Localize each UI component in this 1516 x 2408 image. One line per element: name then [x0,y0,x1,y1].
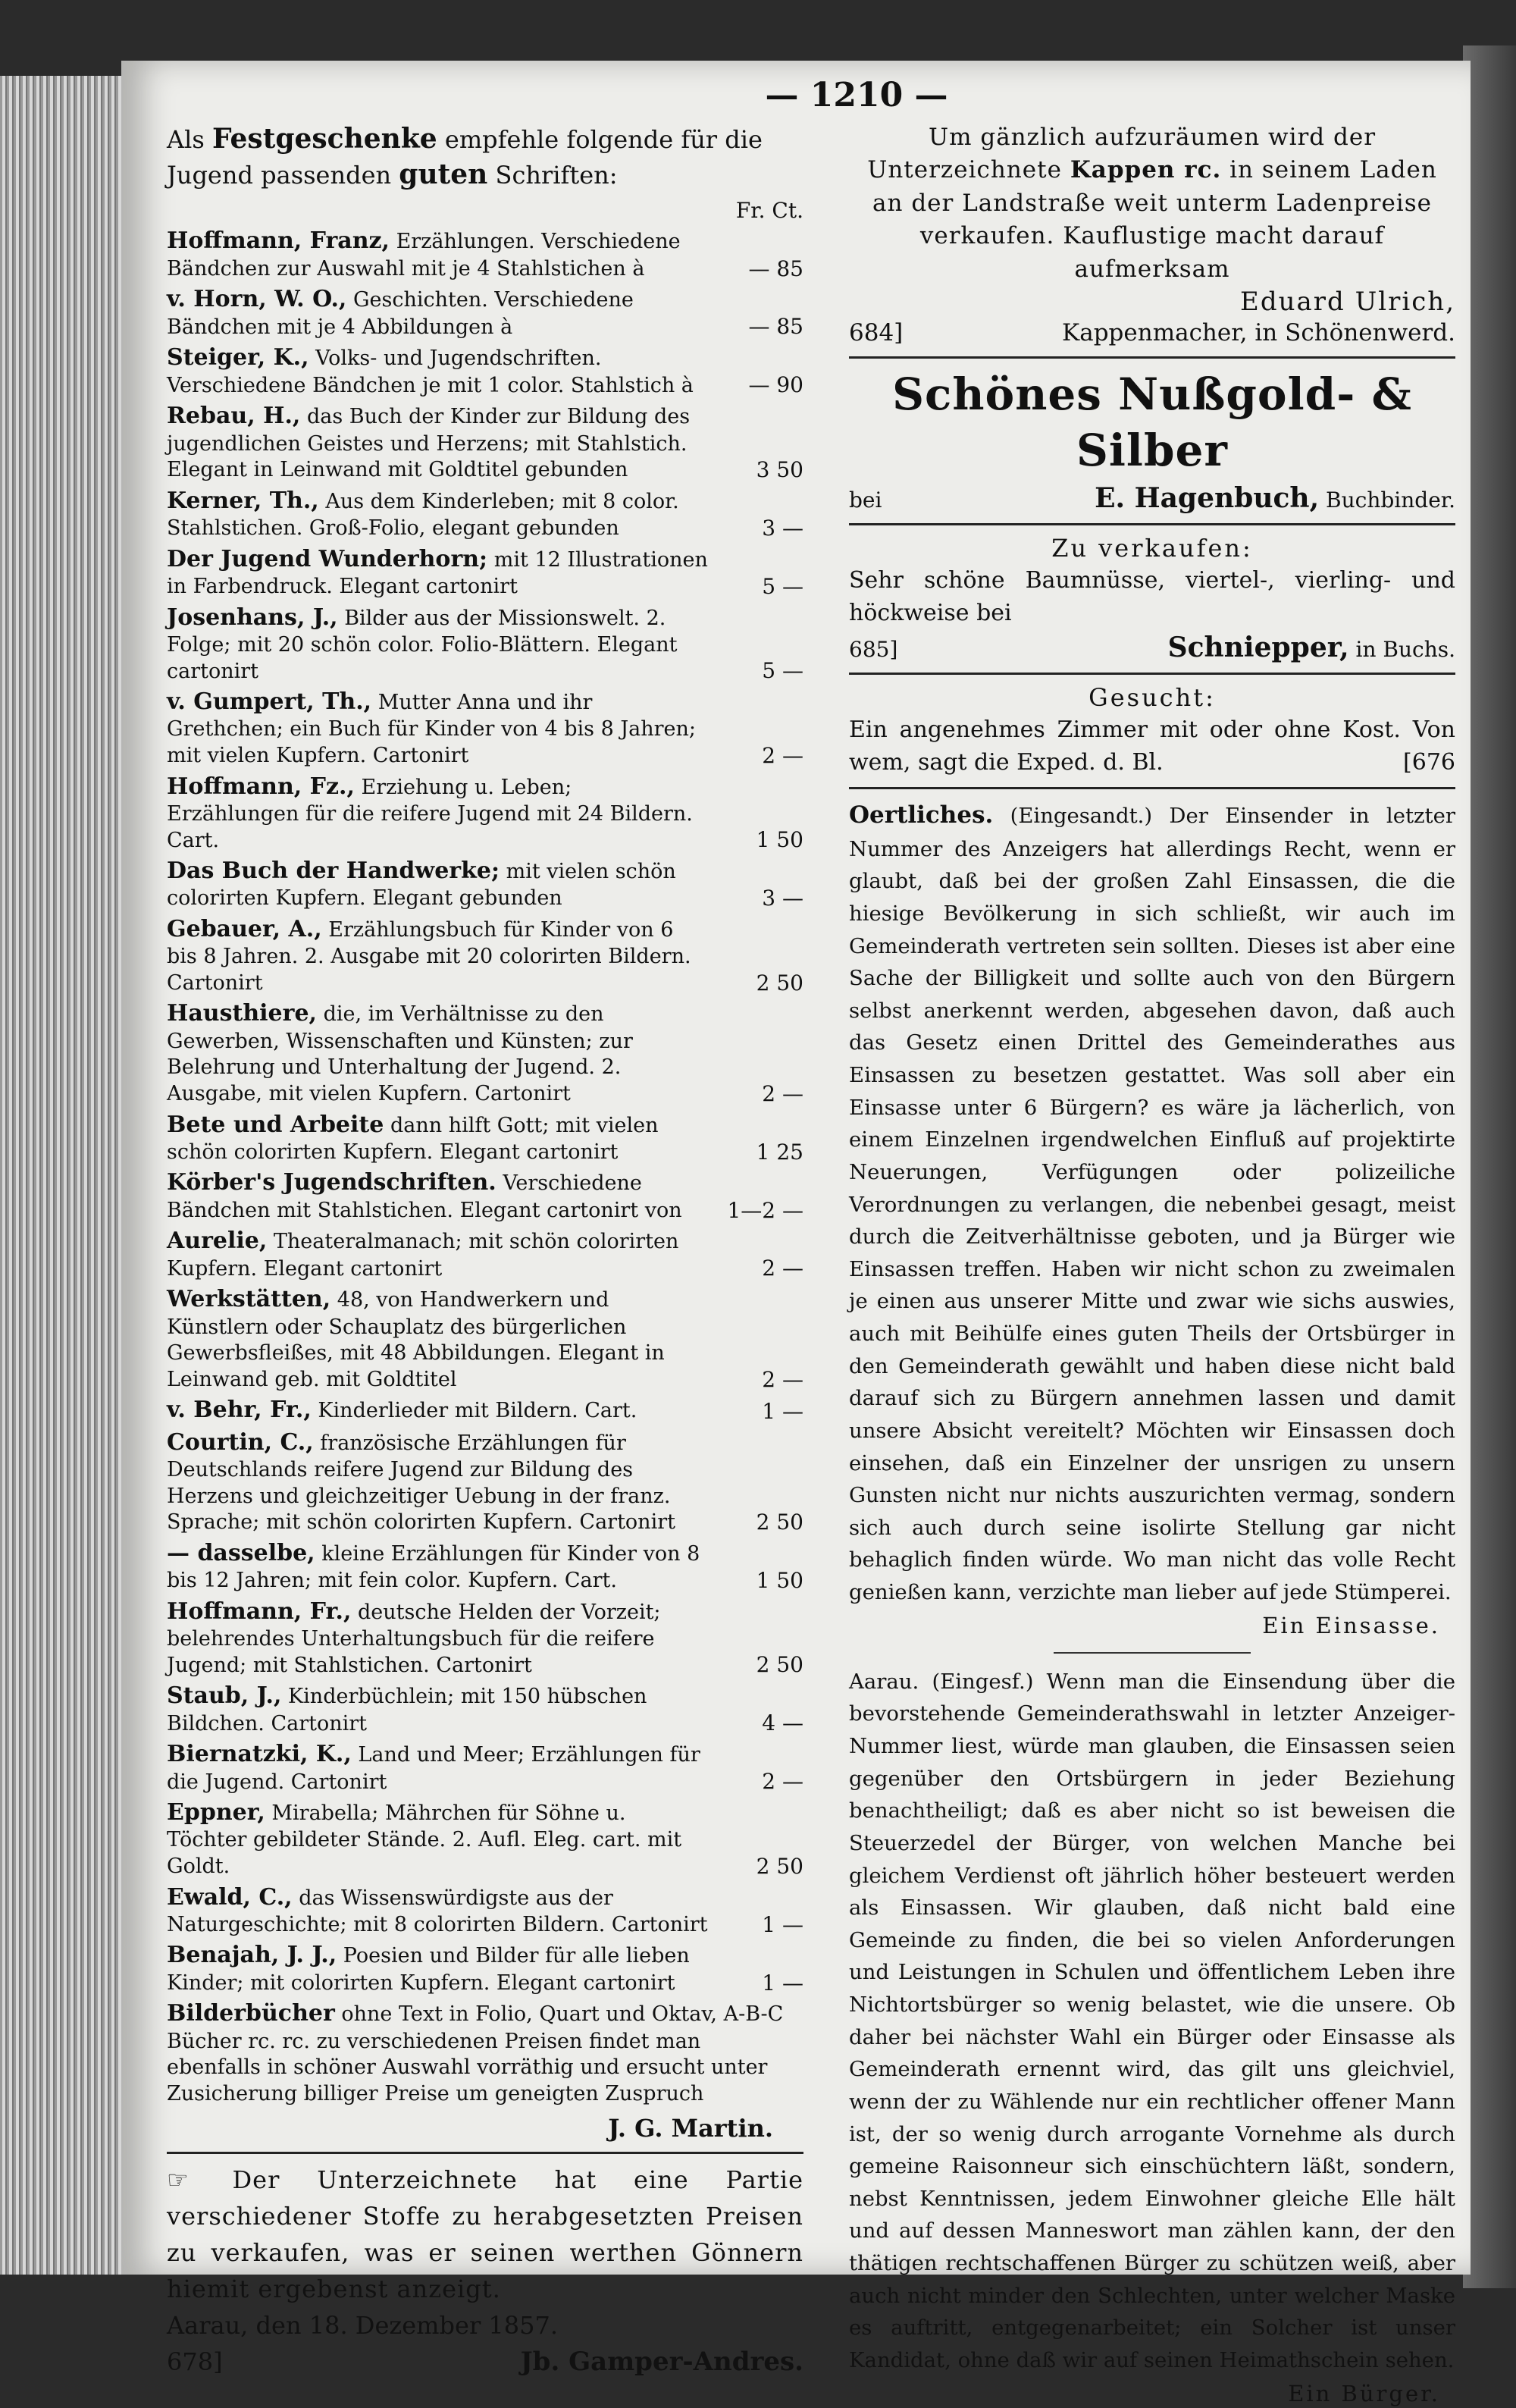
book-description: Aus dem Kinderleben; mit 8 color. Stahlstichen. Groß-Folio, elegant gebunden [167,489,679,541]
book-author: Das Buch der Handwerke; [167,858,500,885]
book-author: Hausthiere, [167,1000,317,1027]
right-column [849,121,1455,2408]
book-price: 1 — [762,1911,803,1937]
martin-signature: J. G. Martin. [608,2114,773,2143]
book-author: Bete und Arbeite [167,1111,384,1138]
book-entry [167,545,803,600]
book-author: Biernatzki, K., [167,1741,352,1768]
book-entry [167,1168,803,1224]
book-price: 3 — [762,515,803,541]
book-entry [167,1682,803,1737]
book-description: Mirabella; Mährchen für Söhne u. Töchter gebildeter Stände. 2. Aufl. Eleg. cart. mit Goldt. [167,1801,682,1878]
book-price: 1 25 [756,1139,803,1165]
book-author: Kerner, Th., [167,487,319,514]
book-entry [167,1285,803,1393]
nussgold-title: Schönes Nußgold- & Silber [892,368,1412,477]
book-author: Hoffmann, Fr., [167,1597,352,1625]
notice-footer [167,2346,803,2379]
fabric-notice: ☞ Der Unterzeichnete hat eine Partie verschiedener Stoffe zu herabgesetzten Preisen zu verkaufen, was er seinen werthen Gönnern hiemit ergebenst anzeigt. [167,2165,804,2304]
book-author: Hoffmann, Franz, [167,227,390,255]
left-column [167,121,803,2379]
divider [849,356,1455,359]
book-description: französische Erzählungen für Deutschlands reifere Jugend zur Bildung des Herzens und gleichzeitiger Uebung in der franz. Sprache; mit schön colorirten Kupfern. Cartonirt [167,1431,675,1535]
book-price: 3 50 [756,456,803,482]
pointing-hand-icon: ☞ [167,2165,190,2195]
book-entry [167,487,803,542]
book-price: — 85 [748,314,803,340]
book-entry [167,1883,803,1939]
zimmer-ad: Ein angenehmes Zimmer mit oder ohne Kost. Von wem, sagt die Exped. d. Bl. [676 [849,716,1455,776]
divider [1054,1652,1251,1654]
book-author: Courtin, C., [167,1428,314,1456]
book-price: 1—2 — [727,1197,803,1223]
book-author: v. Horn, W. O., [167,286,347,313]
einsasse-signature: Ein Einsasse. [1262,1612,1440,1638]
book-description: das Buch der Kinder zur Bildung des jugendlichen Geistes und Herzens; mit Stahlstich. Elegant in Leinwand mit Goldtitel gebunden [167,405,691,482]
book-price: 2 — [762,1769,803,1795]
book-description: dann hilft Gott; mit vielen schön colorirten Kupfern. Elegant cartonirt [167,1113,659,1164]
book-description: Verschiedene Bändchen mit Stahlstichen. Elegant cartonirt von [167,1171,682,1222]
book-entry [167,285,803,340]
book-entry [167,1111,803,1166]
book-price: 4 — [762,1710,803,1736]
book-price: — 85 [748,256,803,281]
hagenbuch-line: bei E. Hagenbuch, Buchbinder. [849,481,1455,514]
schniepper-line: 685] Schniepper, in Buchs. [849,631,1455,663]
book-description: Theateralmanach; mit schön colorirten Kupfern. Elegant cartonirt [167,1230,679,1281]
book-entry [167,1396,803,1425]
book-entry [167,402,803,483]
book-description: deutsche Helden der Vorzeit; belehrendes Unterhaltungsbuch für die reifere Jugend; mit Stahlstichen. Cartonirt [167,1600,661,1677]
book-spine [1463,45,1516,2288]
book-entry [167,1798,803,1880]
book-price: 1 — [762,1970,803,1996]
book-description: Erzählungsbuch für Kinder von 6 bis 8 Jahren. 2. Ausgabe mit 20 colorirten Bildern. Cartonirt [167,917,691,995]
book-author: Rebau, H., [167,403,301,430]
divider [167,2152,803,2154]
book-author: Steiger, K., [167,344,309,372]
baumnuesse-ad: Sehr schöne Baumnüsse, viertel-, vierling- und höckweise bei [849,566,1455,627]
page-number: — 1210 — [765,76,948,114]
book-price: 3 — [762,886,803,911]
book-author: Benajah, J. J., [167,1942,337,1969]
divider [849,523,1455,525]
book-description: 48, von Handwerkern und Künstlern oder Schauplatz des bürgerlichen Gewerbsfleißes, mit 48 Abbildungen. Elegant in Leinwand geb. mit Goldtitel [167,1288,665,1391]
notice-place-date: Aarau, den 18. Dezember 1857. [167,2311,559,2341]
divider [849,787,1455,789]
book-price: 2 50 [756,1853,803,1879]
book-entry [167,773,803,854]
gesucht-heading: Gesucht: [1088,682,1216,712]
book-description: Poesien und Bilder für alle lieben Kinder; mit colorirten Kupfern. Elegant cartonirt [167,1944,690,1995]
book-price: 5 — [762,658,803,684]
book-description: Volks- und Jugendschriften. Verschiedene Bändchen je mit 1 color. Stahlstich à [167,346,694,397]
book-price: 1 50 [756,827,803,853]
book-author: Josenhans, J., [167,604,338,631]
divider [849,673,1455,675]
buerger-signature: Ein Bürger. [1288,2380,1440,2406]
book-description: die, im Verhältnisse zu den Gewerben, Wissenschaften und Künsten; zur Belehrung und Unterhaltung der Jugend. 2. Ausgabe, mit vielen Kupfern. Cartonirt [167,1002,633,1105]
bilderbuecher-entry: Bilderbücher ohne Text in Folio, Quart und Oktav, A-B-C Bücher rc. rc. zu verschiedenen Preisen findet man ebenfalls in schöner Auswahl vorräthig und ersucht unter Zusicherung billiger Preise um geneigten Zuspruch [167,2000,784,2105]
book-author: Ewald, C., [167,1883,293,1911]
book-entry [167,688,803,769]
book-author: — dasselbe, [167,1539,315,1566]
book-description: Kinderlieder mit Bildern. Cart. [318,1399,637,1423]
book-price: — 90 [748,372,803,398]
book-price: 5 — [762,573,803,599]
book-author: Aurelie, [167,1228,268,1255]
book-entry [167,1227,803,1282]
aarau-article: Aarau. (Eingesf.) Wenn man die Einsendung über die bevorstehende Gemeinderathswahl in letzter Anzeiger-Nummer liest, würde man glauben, die Einsassen seien gegenüber den Ortsbürgern in jeder Beziehung benachtheiligt; daß es aber nicht so ist beweisen die Steuerzedel der Bürger, von welchen Manche bei gleichem Verdienst oft jährlich höher besteuert werden als Einsassen. Wir glauben, daß nicht bald eine Gemeinde zu finden, die bei so vielen Anforderungen und Leistungen in Schulen und öffentlichem Leben ihre Nichtortsbürger so wenig belastet, wie die unsere. Ob daher bei nächster Wahl ein Bürger oder Einsasse als Gemeinderath ernennt wird, das gilt uns gleichviel, wenn der zu Wählende nur ein rechtlicher offener Mann ist, der so wenig durch arrogante Vornehme als durch gemeine Raisonneur sich einschüchtern läßt, sondern, nebst Kenntnissen, jedem Einwohner gleiche Elle hält und auf dessen Manneswort man zählen kann, der den thätigen rechtschaffenen Bürger zu schützen weiß, aber auch nicht minder den Schlechten, unter welcher Maske es auftritt, entgegenarbeitet; ein Solcher ist unser Kandidat, ohne daß wir auf seinen Heimathschein sehen. [849,1669,1455,2372]
book-price: 2 — [762,1366,803,1392]
ulrich-name: Eduard Ulrich, [1240,286,1455,317]
book-description: Bilder aus der Missionswelt. 2. Folge; mit 20 schön color. Folio-Blättern. Elegant cartonirt [167,606,678,683]
book-author: Körber's Jugendschriften. [167,1169,496,1196]
book-author: Hoffmann, Fz., [167,773,355,800]
book-description: Erzählungen. Verschiedene Bändchen zur Auswahl mit je 4 Stahlstichen à [167,230,681,281]
book-author: v. Behr, Fr., [167,1397,312,1424]
notice-name: Jb. Gamper-Andres. [520,2347,803,2378]
book-entry [167,1428,803,1536]
book-entry [167,343,803,399]
book-list-intro: Als Festgeschenke empfehle folgende für die Jugend passenden guten Schriften: [167,123,763,190]
book-author: Werkstätten, [167,1286,331,1313]
book-entry [167,1597,803,1679]
book-description: kleine Erzählungen für Kinder von 8 bis 12 Jahren; mit fein color. Kupfern. Cart. [167,1541,700,1593]
book-description: das Wissenswürdigste aus der Naturgeschichte; mit 8 colorirten Bildern. Cartonirt [167,1886,708,1936]
book-price: 2 — [762,1080,803,1106]
book-price: 1 — [762,1398,803,1424]
kappen-ad-footer: 684] Kappenmacher, in Schönenwerd. [849,319,1455,347]
book-description: Mutter Anna und ihr Grethchen; ein Buch für Kinder von 4 bis 8 Jahren; mit vielen Kupfern. Cartonirt [167,691,697,768]
book-price: 2 50 [756,1509,803,1535]
book-entry [167,1740,803,1795]
book-entry [167,604,803,685]
book-price: 2 — [762,742,803,768]
zu-verkaufen-heading: Zu verkaufen: [1051,533,1253,563]
book-description: Kinderbüchlein; mit 150 hübschen Bildchen. Cartonirt [167,1685,647,1735]
book-description: mit 12 Illustrationen in Farbendruck. Elegant cartonirt [167,547,708,599]
book-price: 2 50 [756,1652,803,1678]
book-list [167,227,803,1996]
price-header: Fr. Ct. [735,197,803,223]
book-entry [167,915,803,996]
page-edges [0,76,129,2275]
book-description: Land und Meer; Erzählungen für die Jugend. Cartonirt [167,1743,700,1794]
kappen-ad: Um gänzlich aufzuräumen wird der Unterzeichnete Kappen rc. in seinem Laden an der Landstraße weit unterm Ladenpreise verkaufen. Kauflustige macht darauf aufmerksam [867,124,1437,283]
book-author: Gebauer, A., [167,915,322,942]
book-description: mit vielen schön colorirten Kupfern. Elegant gebunden [167,860,676,911]
article-heading: Oertliches. [849,801,994,829]
book-price: 2 50 [756,970,803,995]
book-entry [167,1941,803,1996]
book-entry [167,1539,803,1594]
book-entry [167,227,803,282]
book-entry [167,999,803,1107]
intro-heading: Festgeschenke [211,123,437,155]
book-author: Der Jugend Wunderhorn; [167,545,488,572]
book-author: v. Gumpert, Th., [167,688,372,716]
book-author: Staub, J., [167,1682,282,1710]
book-price: 1 50 [756,1567,803,1593]
book-entry [167,857,803,912]
oertliches-article: Oertliches. (Eingesandt.) Der Einsender in letzter Nummer des Anzeigers hat allerdings Recht, wenn er glaubt, daß bei der großen Zahl Einsassen, die die hiesige Bevölkerung in sich schließt, wir auch im Gemeinderath vertreten sein sollten. Dieses ist aber eine Sache der Billigkeit und sollte auch von den Bürgern selbst anerkennt werden, abgesehen davon, daß auch das Gesetz einen Drittel des Gemeinderathes aus Einsassen zu besetzen gestattet. Was soll aber ein Einsasse unter 6 Bürgern? es wäre ja lächerlich, von einem Einzelnen irgendwelchen Einfluß auf projektirte Neuerungen, Verfügungen oder polizeiliche Verordnungen zu verlangen, die nebenbei gesagt, meist durch die Zeitverhältnisse geboten, und ja Bürger wie Einsassen treffen. Haben wir nicht schon zu zweimalen je einen aus unserer Mitte und zwar wie sichs auswies, auch mit Beihülfe eines guten Theils der Ortsbürger in den Gemeinderath gewählt und haben diese nicht bald darauf sich zu Bürgern annehmen lassen und damit unsere Absicht vereitelt? Möchten wir Einsassen doch einsehen, daß ein Einzelner der unsrigen zu unsern Gunsten nicht nur nichts auszurichten vermag, sondern sich auch durch seine isolirte Stellung gar nicht behaglich finden würde. Wo man nicht das volle Recht genießen kann, verzichte man lieber auf jede Stümperei. [849,801,1455,1605]
book-description: Erziehung u. Leben; Erzählungen für die reifere Jugend mit 24 Bildern. Cart. [167,775,693,852]
notice-number: 678] [167,2347,223,2377]
book-description: Geschichten. Verschiedene Bändchen mit je 4 Abbildungen à [167,288,634,339]
book-author: Eppner, [167,1799,265,1826]
book-price: 2 — [762,1256,803,1281]
